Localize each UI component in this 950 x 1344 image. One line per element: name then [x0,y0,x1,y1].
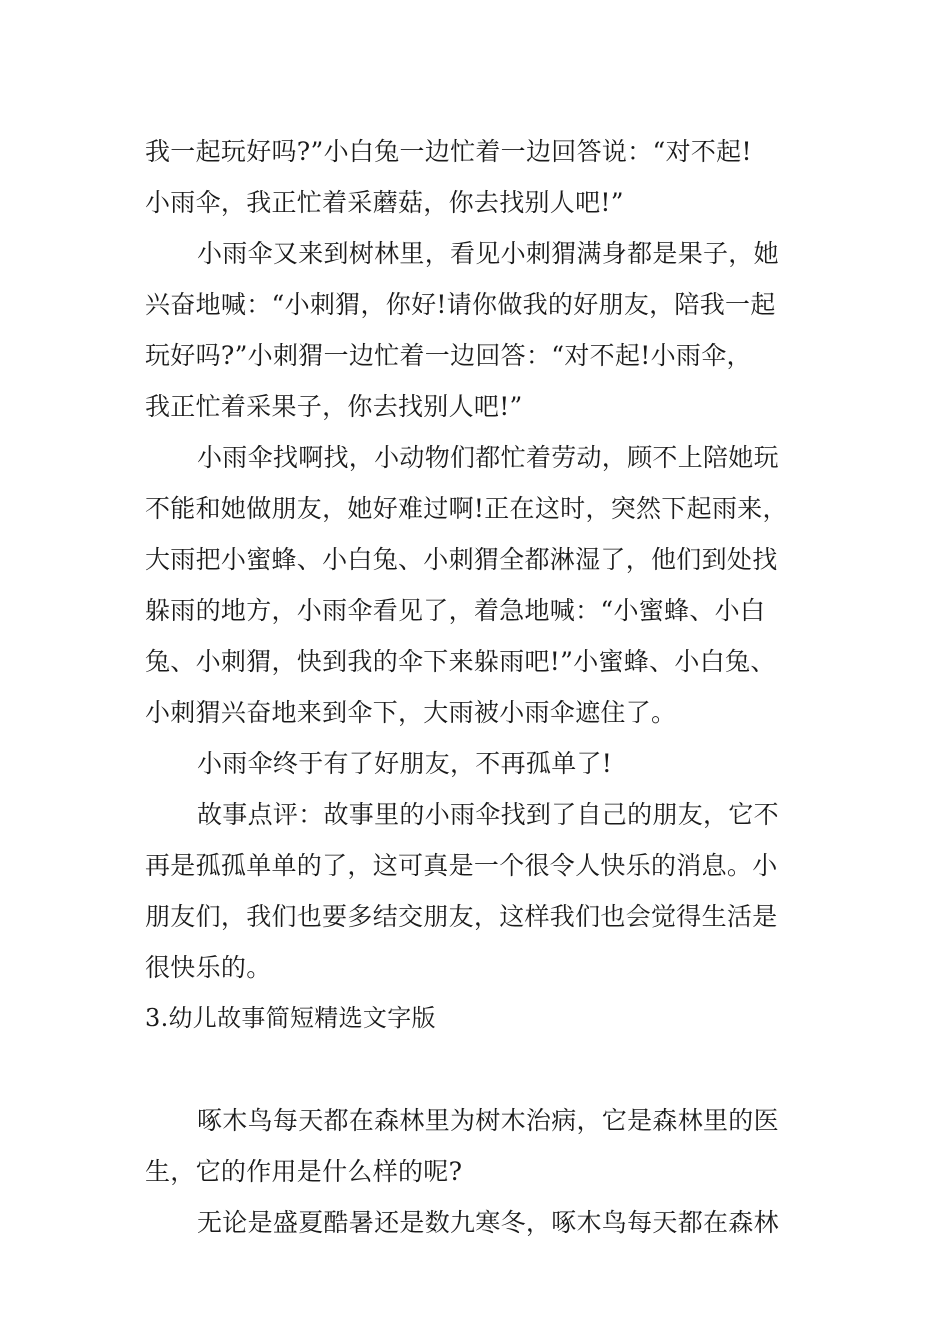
text-line: 再是孤孤单单的了，这可真是一个很令人快乐的消息。小 [145,851,778,880]
text-line: 无论是盛夏酷暑还是数九寒冬，啄木鸟每天都在森林 [197,1208,779,1237]
text-line: 小雨伞找啊找，小动物们都忙着劳动，顾不上陪她玩 [197,443,779,472]
text-line: 小雨伞，我正忙着采蘑菇，你去找别人吧!” [145,188,624,217]
text-line: 兔、小刺猬，快到我的伞下来躲雨吧!”小蜜蜂、小白兔、 [145,647,776,676]
text-line: 啄木鸟每天都在森林里为树木治病，它是森林里的医 [197,1106,779,1135]
text-line: 故事点评：故事里的小雨伞找到了自己的朋友，它不 [197,800,779,829]
text-line: 兴奋地喊：“小刺猬，你好!请你做我的好朋友，陪我一起 [145,290,776,319]
text-line: 很快乐的。 [145,953,272,982]
text-line: 朋友们，我们也要多结交朋友，这样我们也会觉得生活是 [145,902,778,931]
text-line: 小刺猬兴奋地来到伞下，大雨被小雨伞遮住了。 [145,698,677,727]
section-heading: 3.幼儿故事简短精选文字版 [145,1004,436,1032]
text-line: 不能和她做朋友，她好难过啊!正在这时，突然下起雨来， [145,494,788,523]
text-line: 小雨伞终于有了好朋友，不再孤单了! [197,749,613,778]
text-line: 大雨把小蜜蜂、小白兔、小刺猬全都淋湿了，他们到处找 [145,545,778,574]
text-line: 我一起玩好吗?”小白兔一边忙着一边回答说：“对不起! [145,137,752,166]
text-line: 我正忙着采果子，你去找别人吧!” [145,392,523,421]
text-line: 玩好吗?”小刺猬一边忙着一边回答：“对不起!小雨伞， [145,341,752,370]
text-line: 躲雨的地方，小雨伞看见了，着急地喊：“小蜜蜂、小白 [145,596,766,625]
text-line: 小雨伞又来到树林里，看见小刺猬满身都是果子，她 [197,239,779,268]
text-line: 生，它的作用是什么样的呢? [145,1157,463,1186]
